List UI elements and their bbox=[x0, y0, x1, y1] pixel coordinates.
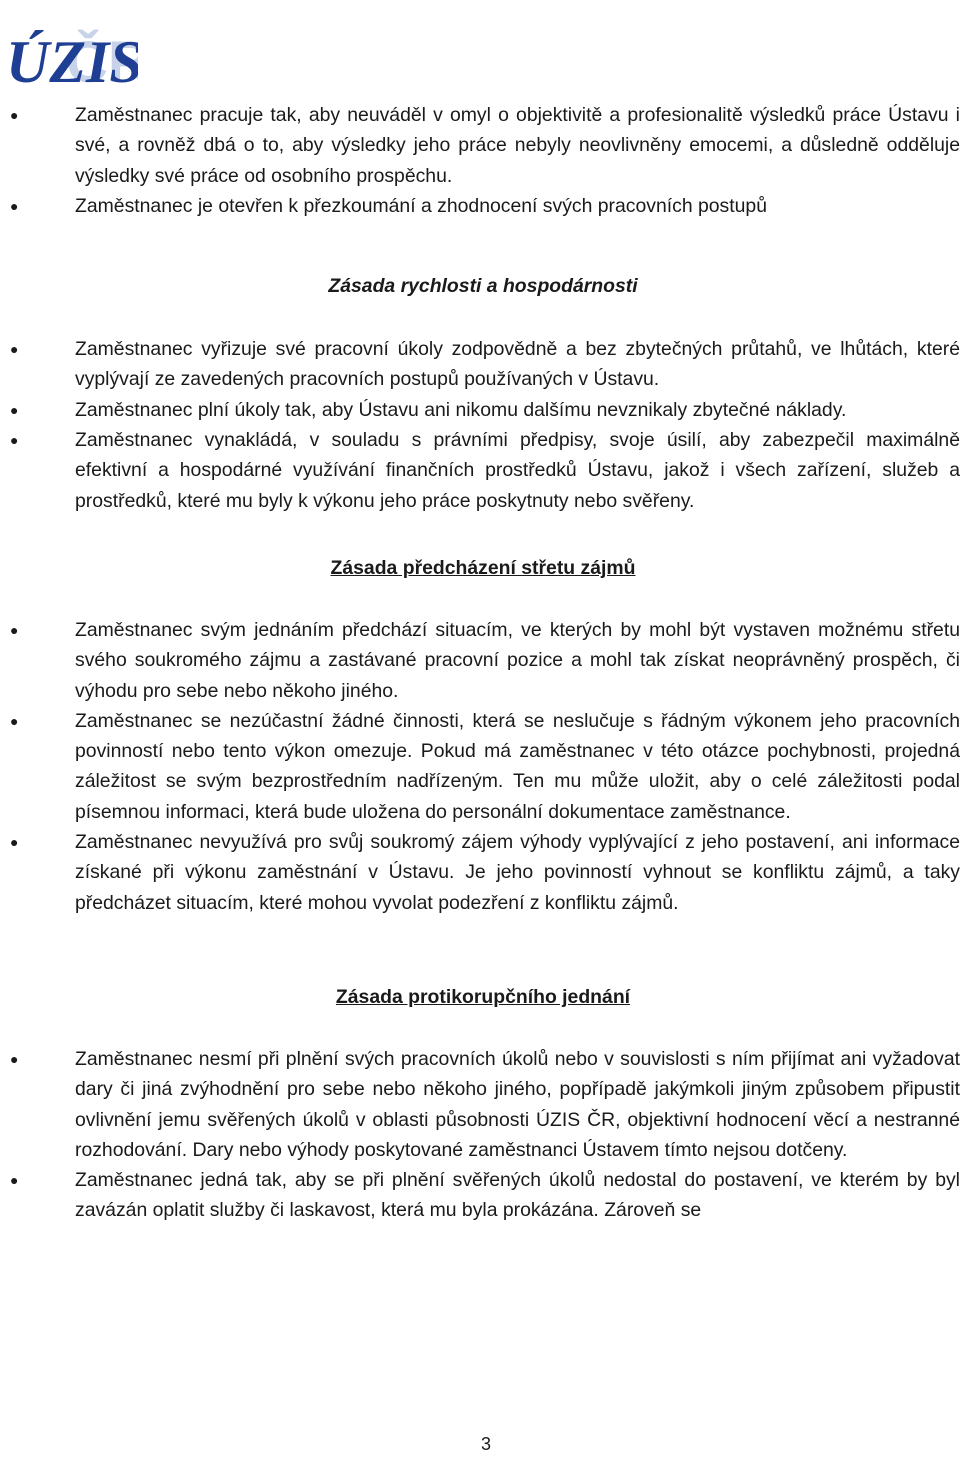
bullet-icon: ● bbox=[10, 432, 19, 449]
logo-background-lettering: ČR bbox=[66, 30, 138, 92]
bullet-icon: ● bbox=[10, 401, 19, 418]
list-item-text: Zaměstnanec plní úkoly tak, aby Ústavu ani nikomu dalšímu nevznikaly zbytečné náklady. bbox=[75, 398, 847, 421]
list-item bbox=[0, 425, 960, 516]
list-item bbox=[0, 615, 960, 706]
section-heading-speed-economy: Zásada rychlosti a hospodárnosti bbox=[328, 275, 638, 298]
section-anti-corruption bbox=[0, 1044, 960, 1226]
list-item-text: Zaměstnanec je otevřen k přezkoumání a zhodnocení svých pracovních postupů bbox=[75, 194, 767, 217]
list-item-text: Zaměstnanec jedná tak, aby se při plnění svěřených úkolů nedostal do postavení, ve kterém by byl zavázán oplatit služby či laskavost, která mu byla prokázána. Zároveň se bbox=[75, 1169, 960, 1222]
bullet-icon: ● bbox=[10, 341, 19, 358]
list-item bbox=[0, 395, 960, 425]
bullet-icon: ● bbox=[10, 1172, 19, 1189]
logo-lettering: ÚZIS bbox=[6, 29, 138, 92]
list-item bbox=[0, 100, 960, 191]
bullet-icon: ● bbox=[10, 834, 19, 851]
list-item-text: Zaměstnanec vyřizuje své pracovní úkoly zodpovědně a bez zbytečných průtahů, ve lhůtách, které vyplývají ze zavedených pracovních postupů používaných v Ústavu. bbox=[75, 338, 960, 391]
list-item-text: Zaměstnanec vynakládá, v souladu s právními předpisy, svoje úsilí, aby zabezpečil maximálně efektivní a hospodárné využívání finančních prostředků Ústavu, jakož i všech zařízení, služeb a prostředků, které mu byly k výkonu jeho práce poskytnuty nebo svěřeny. bbox=[75, 429, 960, 512]
bullet-icon: ● bbox=[10, 712, 19, 729]
list-item bbox=[0, 706, 960, 827]
bullet-icon: ● bbox=[10, 621, 19, 638]
list-item-text: Zaměstnanec pracuje tak, aby neuváděl v omyl o objektivitě a profesionalitě výsledků práce Ústavu i své, a rovněž dbá o to, aby výsledky jeho práce nebyly neovlivněny emocemi, a důsledně odděluje výsledky své práce od osobního prospěchu. bbox=[75, 104, 960, 187]
list-item bbox=[0, 334, 960, 395]
list-item-text: Zaměstnanec se nezúčastní žádné činnosti, která se neslučuje s řádným výkonem jeho pracovních povinností nebo tento výkon omezuje. Pokud má zaměstnanec v této otázce pochybnosti, projedná záležitost se svým bezprostředním nadřízeným. Ten mu může uložit, aby o celé záležitosti podal písemnou informaci, která bude uložena do personální dokumentace zaměstnance. bbox=[75, 709, 960, 823]
bullet-icon: ● bbox=[10, 197, 19, 214]
list-item bbox=[0, 191, 960, 221]
list-item bbox=[0, 827, 960, 918]
page-number: 3 bbox=[480, 1434, 491, 1454]
list-item-text: Zaměstnanec svým jednáním předchází situacím, ve kterých by mohl být vystaven možnému střetu svého soukromého zájmu a zastávané pracovní pozice a mohl tak získat neoprávněný prospěch, či výhodu pro sebe nebo někoho jiného. bbox=[75, 618, 960, 702]
section-conflict-of-interest bbox=[0, 615, 960, 918]
list-item bbox=[0, 1044, 960, 1165]
section-speed-economy bbox=[0, 334, 960, 516]
section-objectivity bbox=[0, 100, 960, 221]
list-item-text: Zaměstnanec nevyužívá pro svůj soukromý zájem výhody vyplývající z jeho postavení, ani informace získané při výkonu zaměstnání v Ústavu. Je jeho povinností vyhnout se konfliktu zájmů, a taky předcházet situacím, které mohou vyvolat podezření z konfliktu zájmů. bbox=[75, 831, 960, 914]
bullet-icon: ● bbox=[10, 1050, 19, 1067]
bullet-icon: ● bbox=[10, 107, 19, 123]
list-item bbox=[0, 1165, 960, 1226]
section-heading-anti-corruption: Zásada protikorupčního jednání bbox=[335, 985, 631, 1008]
document-body bbox=[0, 100, 960, 1226]
section-heading-conflict-of-interest: Zásada předcházení střetu zájmů bbox=[330, 556, 636, 579]
list-item-text: Zaměstnanec nesmí při plnění svých pracovních úkolů nebo v souvislosti s ním přijímat ani vyžadovat dary či jiná zvýhodnění pro sebe nebo někoho jiného, popřípadě jakýmkoli jiným způsobem připustit ovlivnění jemu svěřených úkolů v oblasti působnosti ÚZIS ČR, objektivní hodnocení věcí a nestranné rozhodování. Dary nebo výhody poskytované zaměstnanci Ústavem tímto nejsou dotčeny. bbox=[75, 1047, 960, 1161]
uzis-logo bbox=[4, 2, 138, 92]
